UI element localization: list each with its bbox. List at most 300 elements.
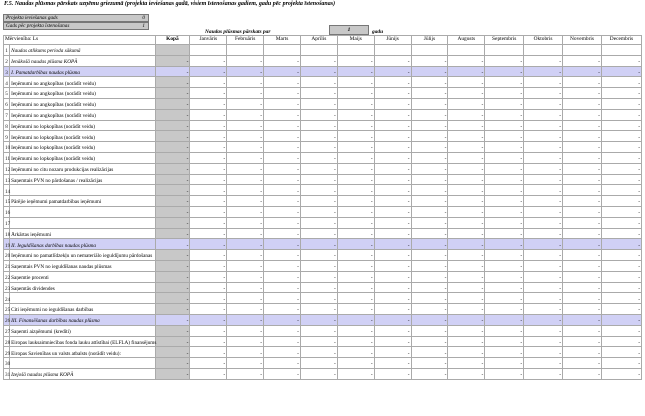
row-label[interactable]: Saņemtais PVN no ieguldīšanas naudas plūsmas [10,260,155,271]
month-cell[interactable]: - [337,77,374,88]
month-cell[interactable]: - [337,98,374,109]
month-cell[interactable]: - [300,304,337,315]
month-cell[interactable]: - [337,131,374,142]
month-cell[interactable]: - [300,282,337,293]
month-cell[interactable]: - [374,88,411,99]
month-cell[interactable]: - [374,66,411,77]
month-cell[interactable]: - [601,304,641,315]
total-cell[interactable]: - [155,228,190,239]
month-cell[interactable]: - [337,347,374,358]
month-cell[interactable]: - [448,163,485,174]
month-cell[interactable]: - [190,260,227,271]
month-cell[interactable]: - [411,185,448,196]
month-cell[interactable]: - [300,206,337,217]
month-cell[interactable]: - [524,185,563,196]
month-cell[interactable]: - [601,228,641,239]
month-cell[interactable]: - [264,88,301,99]
month-cell[interactable]: - [448,109,485,120]
month-cell[interactable] [227,45,264,56]
month-cell[interactable]: - [563,347,602,358]
month-cell[interactable]: - [411,109,448,120]
month-cell[interactable]: - [300,314,337,325]
month-cell[interactable]: - [448,142,485,153]
month-cell[interactable]: - [411,55,448,66]
month-cell[interactable]: - [374,120,411,131]
row-label[interactable]: Ieņēmumi no angkopības (norādīt veidu) [10,88,155,99]
month-cell[interactable]: - [337,314,374,325]
month-cell[interactable]: - [300,368,337,379]
total-cell[interactable]: - [155,368,190,379]
month-cell[interactable]: - [300,239,337,250]
month-cell[interactable]: - [227,142,264,153]
month-cell[interactable]: - [601,250,641,261]
month-cell[interactable]: - [485,336,524,347]
month-cell[interactable]: - [485,77,524,88]
month-cell[interactable]: - [448,98,485,109]
month-cell[interactable]: - [264,163,301,174]
month-cell[interactable]: - [300,293,337,304]
month-cell[interactable]: - [485,206,524,217]
month-cell[interactable]: - [485,260,524,271]
row-label[interactable]: Ieņēmumi no angkopības (norādīt veidu) [10,77,155,88]
month-cell[interactable]: - [337,163,374,174]
month-cell[interactable]: - [190,325,227,336]
month-cell[interactable]: - [374,98,411,109]
month-cell[interactable]: - [374,77,411,88]
month-cell[interactable]: - [264,142,301,153]
month-cell[interactable]: - [300,66,337,77]
month-cell[interactable] [448,45,485,56]
month-cell[interactable] [485,45,524,56]
month-cell[interactable]: - [374,228,411,239]
row-label[interactable]: Eiropas Savienības un valsts atbalsts (norādīt veidu): [10,347,155,358]
month-cell[interactable]: - [337,260,374,271]
month-cell[interactable]: - [227,120,264,131]
month-cell[interactable]: - [411,174,448,185]
month-cell[interactable]: - [524,325,563,336]
month-cell[interactable]: - [264,196,301,207]
month-cell[interactable]: - [448,304,485,315]
month-cell[interactable]: - [524,77,563,88]
month-cell[interactable]: - [300,358,337,369]
month-cell[interactable]: - [485,250,524,261]
row-label[interactable]: Ārkārtas ieņēmumi [10,228,155,239]
month-cell[interactable] [524,45,563,56]
month-cell[interactable]: - [374,206,411,217]
month-cell[interactable]: - [601,217,641,228]
month-cell[interactable]: - [227,347,264,358]
month-cell[interactable]: - [264,282,301,293]
month-cell[interactable]: - [563,239,602,250]
month-cell[interactable]: - [190,185,227,196]
month-cell[interactable]: - [374,142,411,153]
month-cell[interactable]: - [485,368,524,379]
month-cell[interactable]: - [374,152,411,163]
month-cell[interactable]: - [300,336,337,347]
month-cell[interactable]: - [264,217,301,228]
month-cell[interactable]: - [524,88,563,99]
month-cell[interactable]: - [411,325,448,336]
month-cell[interactable]: - [524,98,563,109]
month-cell[interactable]: - [563,228,602,239]
total-cell[interactable]: - [155,131,190,142]
row-label[interactable]: II. Ieguldīšanas darbības naudas plūsma [10,239,155,250]
month-cell[interactable]: - [300,250,337,261]
month-cell[interactable]: - [264,185,301,196]
month-cell[interactable]: - [300,142,337,153]
month-cell[interactable]: - [374,163,411,174]
month-cell[interactable]: - [411,336,448,347]
month-cell[interactable]: - [601,77,641,88]
month-cell[interactable]: - [374,217,411,228]
month-cell[interactable]: - [337,174,374,185]
month-cell[interactable]: - [448,152,485,163]
month-cell[interactable] [374,45,411,56]
month-cell[interactable]: - [337,282,374,293]
row-label[interactable] [10,206,155,217]
month-cell[interactable]: - [374,196,411,207]
month-cell[interactable]: - [411,358,448,369]
month-cell[interactable]: - [190,77,227,88]
month-cell[interactable]: - [411,282,448,293]
month-cell[interactable]: - [411,293,448,304]
row-label[interactable] [10,358,155,369]
month-cell[interactable]: - [190,271,227,282]
month-cell[interactable]: - [227,163,264,174]
month-cell[interactable]: - [448,66,485,77]
total-cell[interactable]: - [155,314,190,325]
month-cell[interactable] [264,45,301,56]
month-cell[interactable]: - [300,131,337,142]
month-cell[interactable]: - [227,217,264,228]
month-cell[interactable]: - [563,98,602,109]
month-cell[interactable]: - [524,293,563,304]
month-cell[interactable]: - [601,271,641,282]
month-cell[interactable]: - [300,152,337,163]
month-cell[interactable]: - [448,358,485,369]
month-cell[interactable]: - [190,314,227,325]
month-cell[interactable]: - [227,314,264,325]
month-cell[interactable]: - [227,239,264,250]
month-cell[interactable]: - [337,66,374,77]
month-cell[interactable]: - [485,358,524,369]
month-cell[interactable]: - [485,88,524,99]
month-cell[interactable]: - [227,77,264,88]
month-cell[interactable]: - [411,368,448,379]
month-cell[interactable]: - [300,55,337,66]
month-cell[interactable]: - [337,206,374,217]
month-cell[interactable]: - [264,228,301,239]
month-cell[interactable]: - [374,336,411,347]
month-cell[interactable]: - [411,120,448,131]
month-cell[interactable]: - [524,314,563,325]
month-cell[interactable]: - [485,152,524,163]
month-cell[interactable]: - [411,271,448,282]
total-cell[interactable]: - [155,185,190,196]
month-cell[interactable] [411,45,448,56]
month-cell[interactable]: - [227,228,264,239]
month-cell[interactable]: - [601,55,641,66]
month-cell[interactable]: - [524,120,563,131]
month-cell[interactable]: - [485,55,524,66]
month-cell[interactable]: - [374,239,411,250]
month-cell[interactable]: - [337,109,374,120]
month-cell[interactable]: - [300,260,337,271]
row-label[interactable]: Ieņēmumi no pamatlīdzekļu un nemateriālo ieguldījumu pārdošanas [10,250,155,261]
month-cell[interactable]: - [227,174,264,185]
month-cell[interactable]: - [448,347,485,358]
month-cell[interactable]: - [411,260,448,271]
month-cell[interactable]: - [601,98,641,109]
month-cell[interactable]: - [563,109,602,120]
month-cell[interactable]: - [190,131,227,142]
total-cell[interactable]: - [155,98,190,109]
month-cell[interactable]: - [264,314,301,325]
month-cell[interactable]: - [485,142,524,153]
month-cell[interactable]: - [337,368,374,379]
total-cell[interactable]: - [155,347,190,358]
month-cell[interactable]: - [190,358,227,369]
month-cell[interactable]: - [190,228,227,239]
period-year-input[interactable]: 1 [329,25,369,35]
month-cell[interactable]: - [300,228,337,239]
month-cell[interactable]: - [190,98,227,109]
month-cell[interactable]: - [485,174,524,185]
month-cell[interactable]: - [563,196,602,207]
month-cell[interactable]: - [524,358,563,369]
month-cell[interactable]: - [411,98,448,109]
month-cell[interactable]: - [485,314,524,325]
month-cell[interactable]: - [601,347,641,358]
month-cell[interactable]: - [563,152,602,163]
year-after-value[interactable]: 1 [142,23,145,29]
total-cell[interactable]: - [155,163,190,174]
row-label[interactable]: Citi ieņēmumi no ieguldīšanas darbības [10,304,155,315]
month-cell[interactable]: - [227,358,264,369]
month-cell[interactable]: - [264,109,301,120]
month-cell[interactable]: - [264,206,301,217]
row-label[interactable]: Saņemtie procenti [10,271,155,282]
month-cell[interactable]: - [300,185,337,196]
month-cell[interactable]: - [264,304,301,315]
month-cell[interactable]: - [300,109,337,120]
month-cell[interactable]: - [524,174,563,185]
month-cell[interactable]: - [601,131,641,142]
month-cell[interactable]: - [264,120,301,131]
month-cell[interactable]: - [374,368,411,379]
month-cell[interactable]: - [448,239,485,250]
month-cell[interactable]: - [374,314,411,325]
month-cell[interactable]: - [374,55,411,66]
month-cell[interactable]: - [448,314,485,325]
month-cell[interactable]: - [374,347,411,358]
month-cell[interactable]: - [374,304,411,315]
month-cell[interactable]: - [563,336,602,347]
month-cell[interactable]: - [337,152,374,163]
row-label[interactable]: Saņemtais PVN no pārdošanas / realizācijas [10,174,155,185]
total-cell[interactable]: - [155,152,190,163]
implementation-year-value[interactable]: 0 [142,15,145,21]
month-cell[interactable]: - [264,250,301,261]
month-cell[interactable]: - [337,239,374,250]
month-cell[interactable]: - [190,152,227,163]
row-label[interactable]: Pārējie ieņēmumi pamatdarbības ieņēmumi [10,196,155,207]
total-cell[interactable]: - [155,142,190,153]
total-cell[interactable]: - [155,250,190,261]
month-cell[interactable]: - [448,174,485,185]
month-cell[interactable]: - [524,163,563,174]
total-cell[interactable]: - [155,109,190,120]
total-cell[interactable]: - [155,55,190,66]
row-label[interactable] [10,185,155,196]
month-cell[interactable]: - [601,314,641,325]
month-cell[interactable]: - [524,368,563,379]
month-cell[interactable]: - [411,66,448,77]
month-cell[interactable]: - [601,358,641,369]
total-cell[interactable]: - [155,271,190,282]
month-cell[interactable]: - [524,336,563,347]
month-cell[interactable]: - [264,98,301,109]
month-cell[interactable]: - [337,217,374,228]
month-cell[interactable]: - [227,260,264,271]
month-cell[interactable]: - [601,239,641,250]
month-cell[interactable]: - [227,271,264,282]
month-cell[interactable]: - [374,271,411,282]
month-cell[interactable]: - [337,88,374,99]
month-cell[interactable]: - [448,131,485,142]
month-cell[interactable]: - [300,217,337,228]
month-cell[interactable]: - [411,196,448,207]
month-cell[interactable]: - [563,250,602,261]
total-cell[interactable]: - [155,77,190,88]
month-cell[interactable]: - [374,293,411,304]
month-cell[interactable]: - [374,325,411,336]
month-cell[interactable]: - [601,260,641,271]
month-cell[interactable]: - [190,142,227,153]
month-cell[interactable]: - [563,304,602,315]
month-cell[interactable]: - [601,206,641,217]
month-cell[interactable]: - [524,282,563,293]
total-cell[interactable]: - [155,120,190,131]
month-cell[interactable]: - [300,88,337,99]
month-cell[interactable]: - [448,271,485,282]
month-cell[interactable]: - [227,196,264,207]
month-cell[interactable]: - [448,88,485,99]
month-cell[interactable]: - [563,77,602,88]
row-label[interactable]: Ieņēmumi no angkopības (norādīt veidu) [10,98,155,109]
month-cell[interactable]: - [227,88,264,99]
month-cell[interactable]: - [485,304,524,315]
month-cell[interactable]: - [524,250,563,261]
month-cell[interactable]: - [190,88,227,99]
month-cell[interactable]: - [563,325,602,336]
month-cell[interactable]: - [190,293,227,304]
month-cell[interactable]: - [337,120,374,131]
month-cell[interactable]: - [524,347,563,358]
row-label[interactable]: Ieņēmumi no lopkopības (norādīt veidu) [10,142,155,153]
month-cell[interactable]: - [448,325,485,336]
month-cell[interactable]: - [563,314,602,325]
month-cell[interactable]: - [601,66,641,77]
month-cell[interactable]: - [601,325,641,336]
month-cell[interactable]: - [264,152,301,163]
month-cell[interactable]: - [411,163,448,174]
month-cell[interactable]: - [411,250,448,261]
month-cell[interactable]: - [524,131,563,142]
total-cell[interactable]: - [155,217,190,228]
row-label[interactable] [10,293,155,304]
month-cell[interactable]: - [448,260,485,271]
month-cell[interactable]: - [337,304,374,315]
month-cell[interactable]: - [524,206,563,217]
month-cell[interactable]: - [563,131,602,142]
row-label[interactable]: Ieņēmumi no lopkopības (norādīt veidu) [10,120,155,131]
month-cell[interactable]: - [563,120,602,131]
month-cell[interactable]: - [601,88,641,99]
month-cell[interactable]: - [485,120,524,131]
month-cell[interactable]: - [264,325,301,336]
month-cell[interactable]: - [485,239,524,250]
row-label[interactable]: Ienākošā naudas plūsma KOPĀ [10,55,155,66]
row-label[interactable]: Saņemti aizņēmumi (kredīti) [10,325,155,336]
total-cell[interactable]: - [155,239,190,250]
month-cell[interactable]: - [264,336,301,347]
month-cell[interactable]: - [485,228,524,239]
month-cell[interactable]: - [300,77,337,88]
month-cell[interactable]: - [264,66,301,77]
month-cell[interactable]: - [374,174,411,185]
month-cell[interactable]: - [563,293,602,304]
month-cell[interactable]: - [411,228,448,239]
month-cell[interactable]: - [485,109,524,120]
implementation-year-cell[interactable] [3,14,149,22]
month-cell[interactable]: - [300,196,337,207]
month-cell[interactable]: - [227,206,264,217]
month-cell[interactable]: - [300,98,337,109]
month-cell[interactable]: - [448,196,485,207]
month-cell[interactable]: - [300,271,337,282]
month-cell[interactable]: - [374,109,411,120]
month-cell[interactable]: - [264,174,301,185]
month-cell[interactable]: - [227,293,264,304]
month-cell[interactable]: - [227,66,264,77]
row-label[interactable]: Ieņēmumi no citu nozaru produkcijas realizācijas [10,163,155,174]
month-cell[interactable]: - [563,206,602,217]
month-cell[interactable]: - [300,174,337,185]
month-cell[interactable]: - [264,368,301,379]
month-cell[interactable]: - [337,293,374,304]
month-cell[interactable]: - [264,347,301,358]
month-cell[interactable] [601,45,641,56]
month-cell[interactable]: - [601,152,641,163]
row-label[interactable]: III. Finansēšanas darbības naudas plūsma [10,314,155,325]
month-cell[interactable]: - [563,271,602,282]
month-cell[interactable]: - [264,358,301,369]
month-cell[interactable]: - [374,282,411,293]
total-cell[interactable]: - [155,293,190,304]
month-cell[interactable]: - [337,271,374,282]
month-cell[interactable]: - [264,55,301,66]
month-cell[interactable]: - [563,66,602,77]
month-cell[interactable]: - [448,368,485,379]
month-cell[interactable]: - [563,358,602,369]
month-cell[interactable]: - [411,77,448,88]
total-cell[interactable]: - [155,358,190,369]
month-cell[interactable]: - [563,217,602,228]
month-cell[interactable]: - [374,358,411,369]
month-cell[interactable]: - [563,55,602,66]
month-cell[interactable]: - [601,142,641,153]
